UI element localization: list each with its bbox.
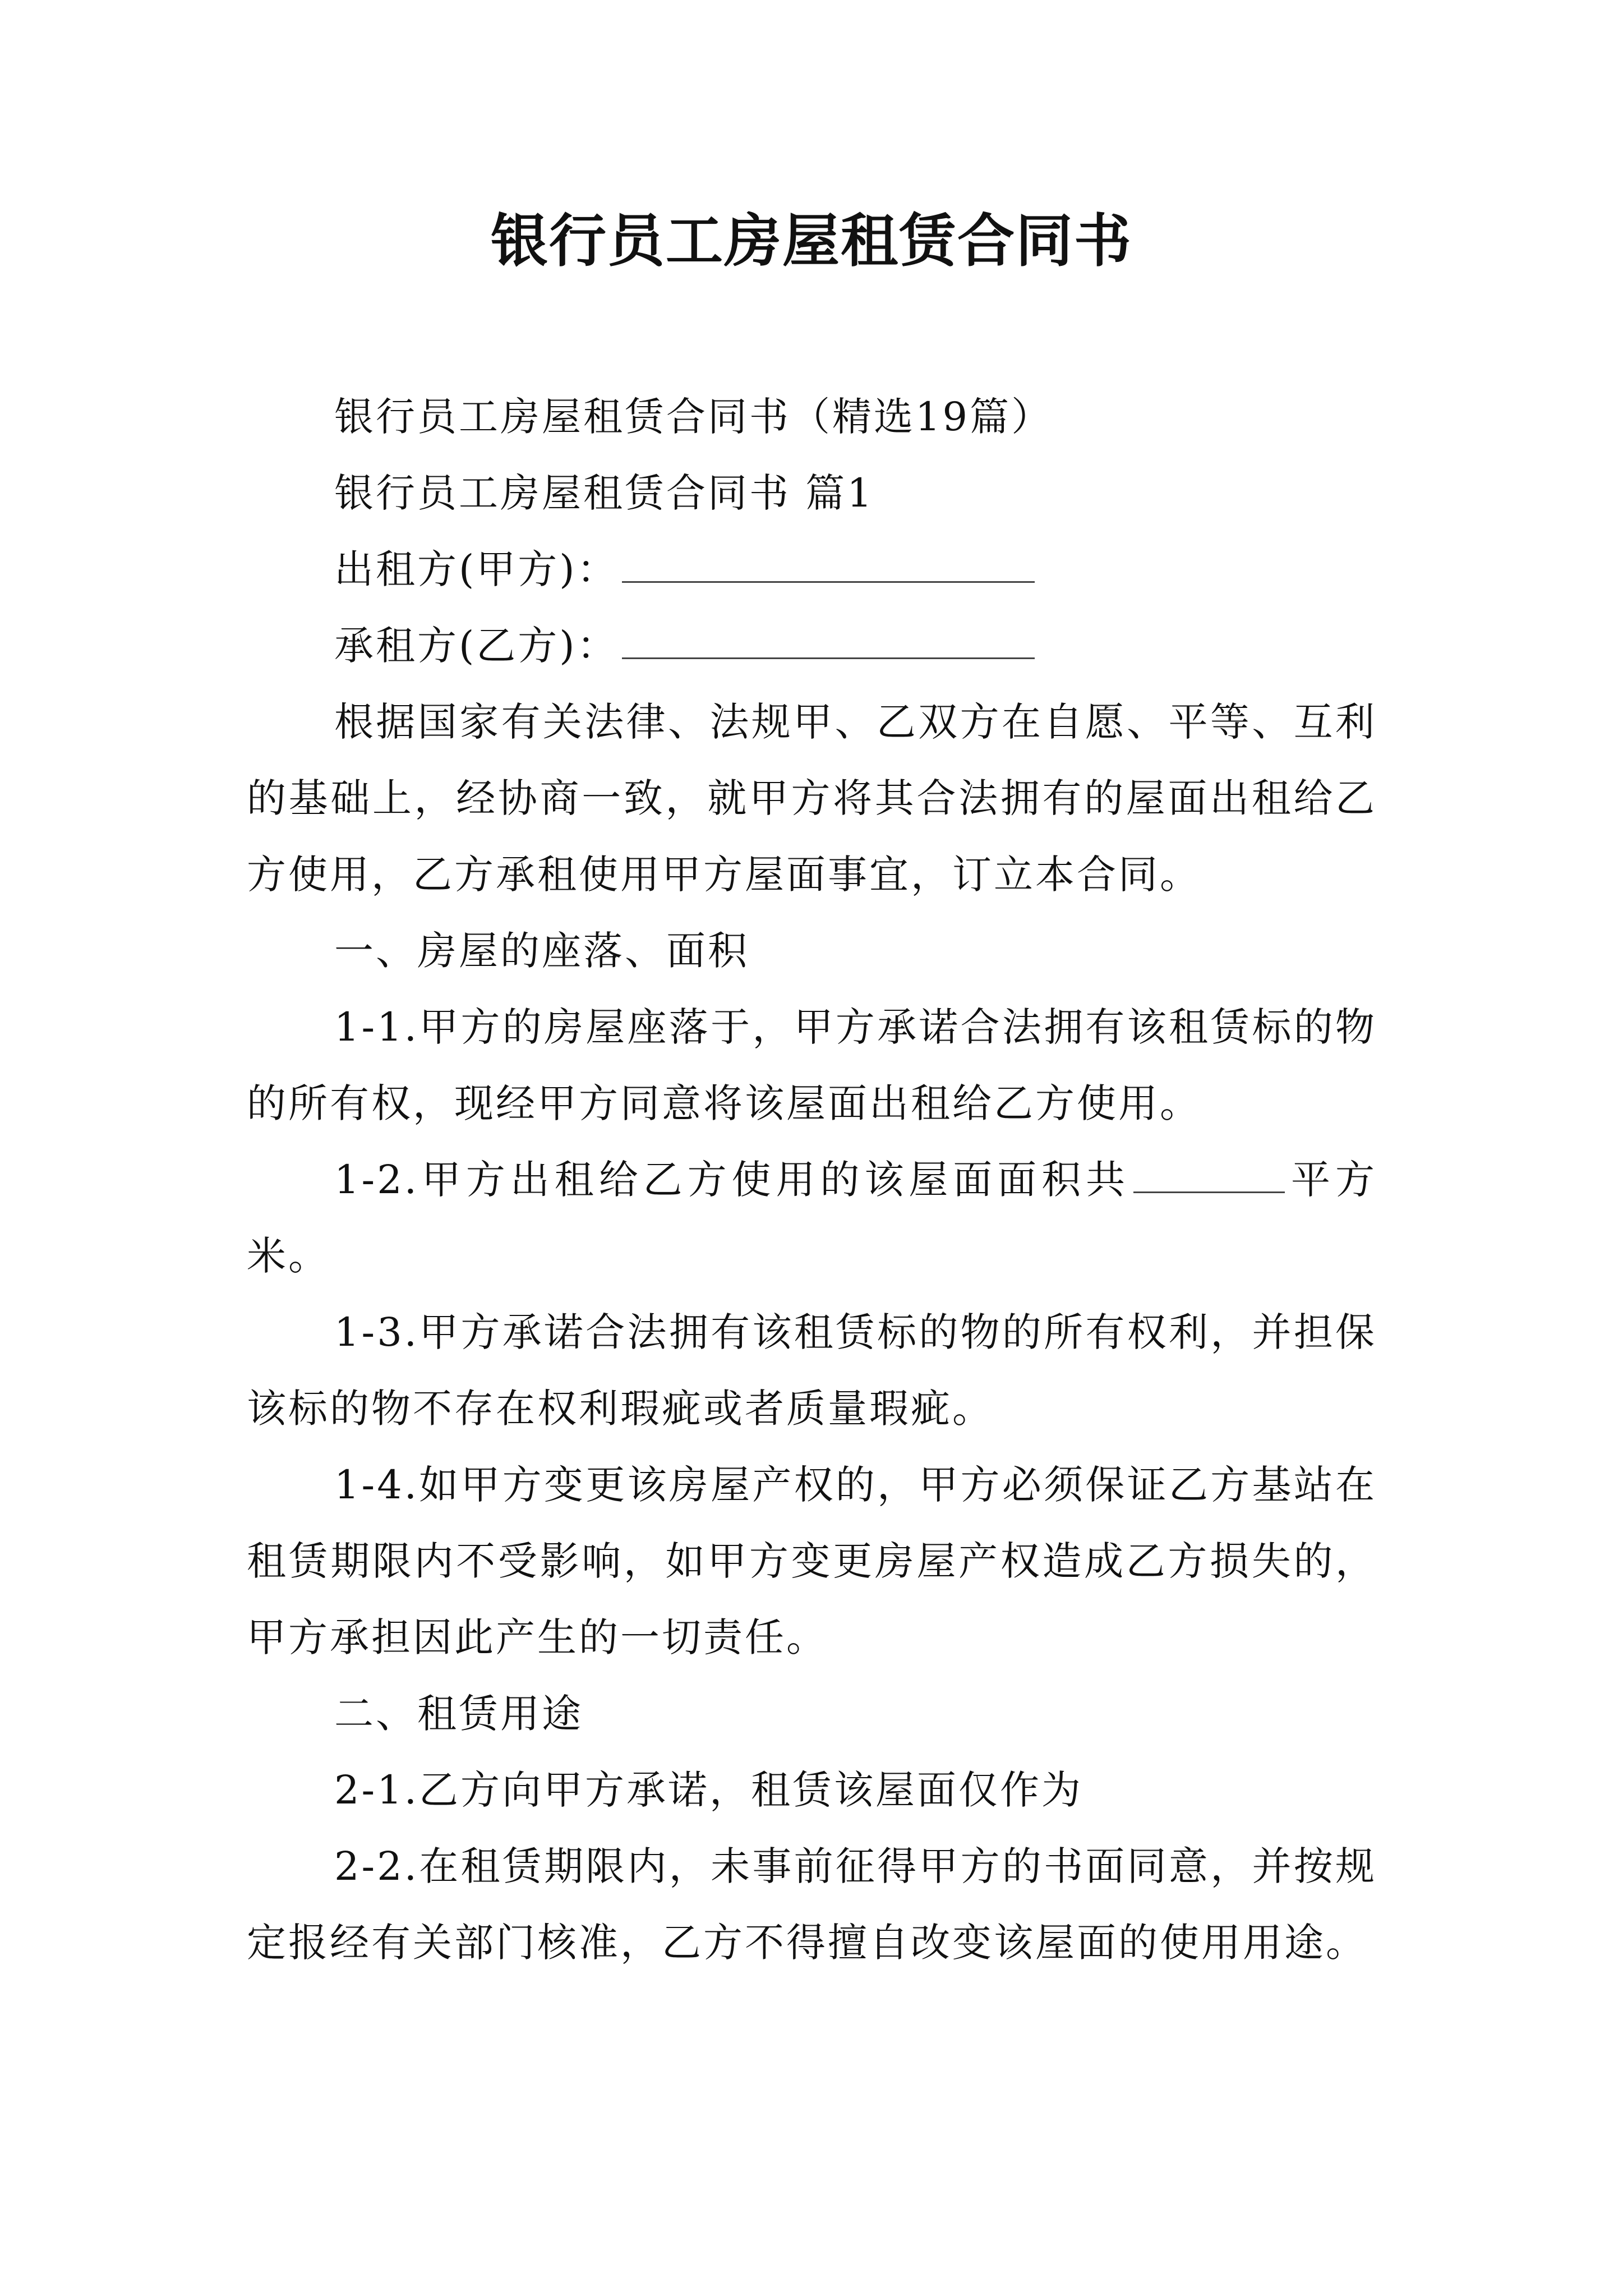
document-body	[247, 379, 1377, 1981]
preamble-paragraph: 根据国家有关法律、法规甲、乙双方在自愿、平等、互利的基础上，经协商一致，就甲方将其合法拥有的屋面出租给乙方使用，乙方承租使用甲方屋面事宜，订立本合同。	[247, 699, 1377, 898]
lessor-line	[247, 531, 1377, 608]
clause-1-3: 1-3.甲方承诺合法拥有该租赁标的物的所有权利，并担保该标的物不存在权利瑕疵或者质量瑕疵。	[247, 1309, 1377, 1432]
article-heading: 银行员工房屋租赁合同书 篇1	[334, 470, 874, 516]
clause-1-4: 1-4.如甲方变更该房屋产权的，甲方必须保证乙方基站在租赁期限内不受影响，如甲方变更房屋产权造成乙方损失的，甲方承担因此产生的一切责任。	[247, 1462, 1377, 1660]
lessee-blank	[622, 624, 1035, 659]
clause-2-2: 2-2.在租赁期限内，未事前征得甲方的书面同意，并按规定报经有关部门核准，乙方不得擅自改变该屋面的使用用途。	[247, 1843, 1377, 1966]
section-heading-location: 一、房屋的座落、面积	[334, 928, 749, 974]
collection-heading: 银行员工房屋租赁合同书（精选19篇）	[334, 394, 1053, 440]
clause-1-2-unit: 平方米。	[247, 1157, 1377, 1279]
clause-1-2	[247, 1142, 1377, 1294]
area-blank	[1133, 1158, 1285, 1193]
lessee-line	[247, 608, 1377, 684]
lessee-label: 承租方(乙方)：	[334, 623, 619, 669]
section-heading-purpose: 二、租赁用途	[334, 1691, 583, 1737]
document-title: 银行员工房屋租赁合同书	[491, 208, 1132, 275]
clause-1-2-text: 1-2.甲方出租给乙方使用的该屋面面积共	[334, 1157, 1131, 1203]
clause-1-1: 1-1.甲方的房屋座落于，甲方承诺合法拥有该租赁标的物的所有权，现经甲方同意将该屋面出租给乙方使用。	[247, 1004, 1377, 1126]
lessor-label: 出租方(甲方)：	[334, 546, 619, 592]
clause-2-1: 2-1.乙方向甲方承诺，租赁该屋面仅作为	[334, 1767, 1083, 1813]
lessor-blank	[622, 547, 1035, 583]
